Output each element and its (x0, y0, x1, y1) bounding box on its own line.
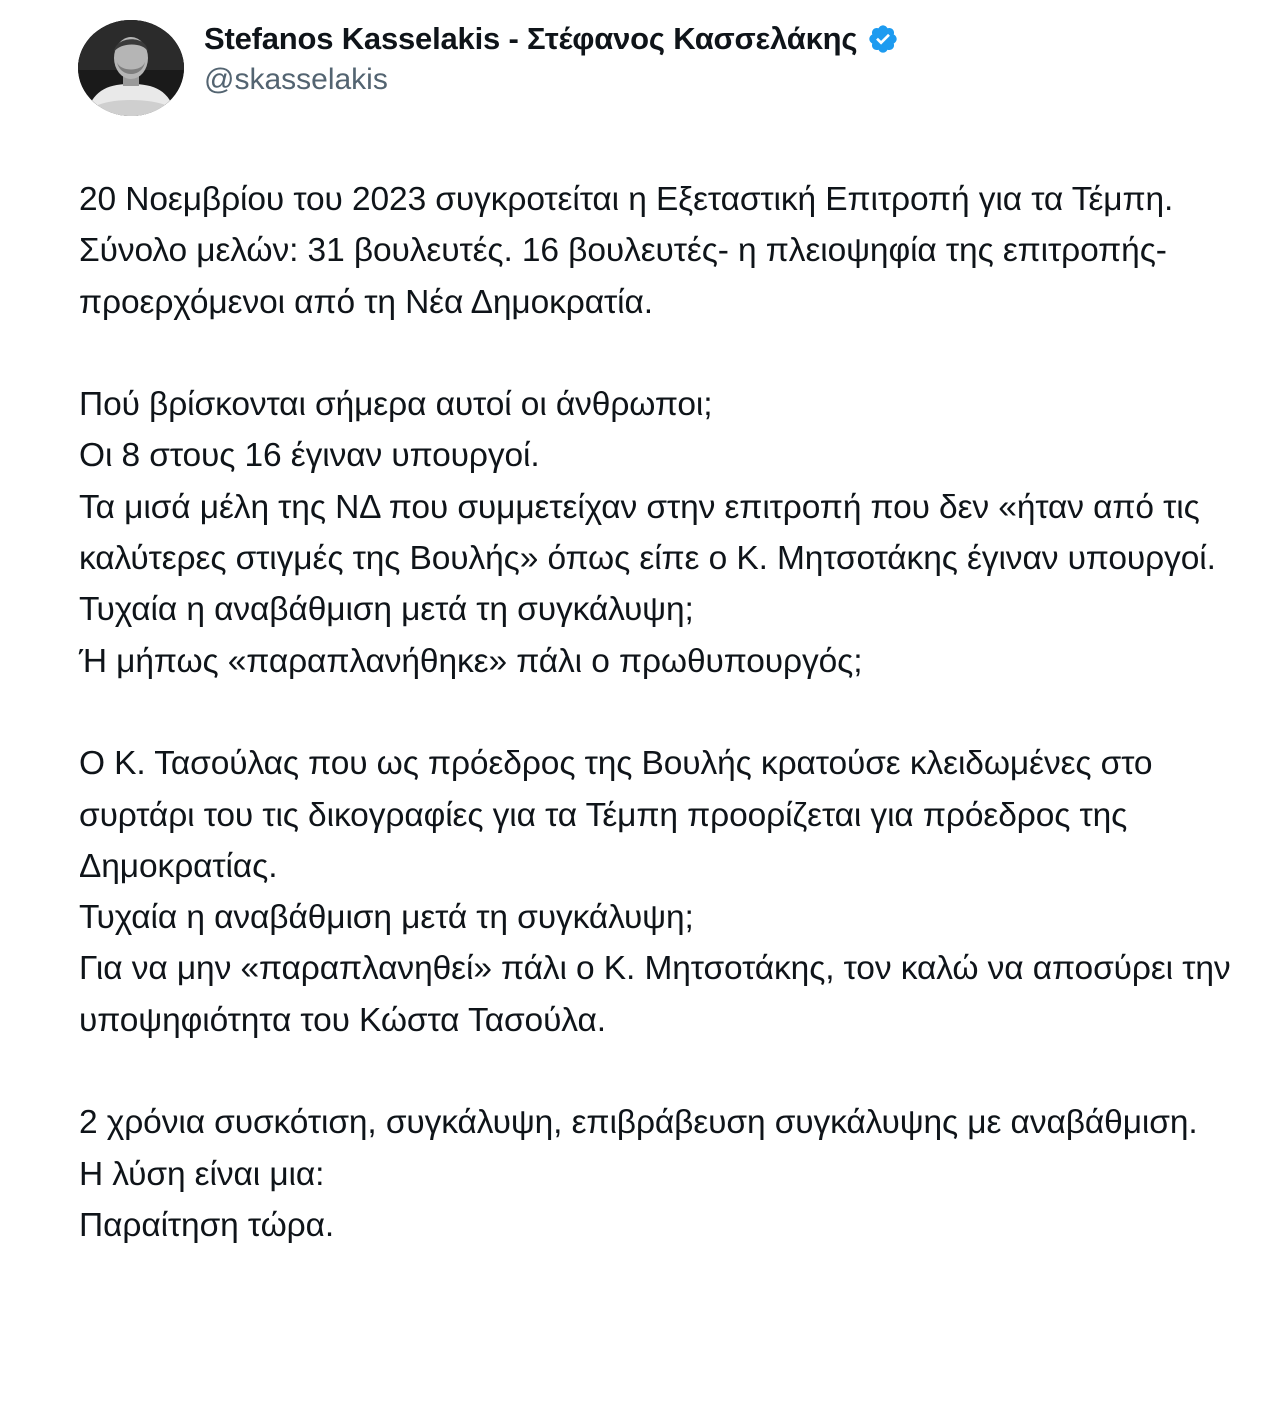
text-line: Τα μισά μέλη της ΝΔ που συμμετείχαν στην επιτροπή που δεν «ήταν από τις καλύτερες στιγμές της Βουλής» όπως είπε ο Κ. Μητσοτάκης έγιναν υπουργοί. (79, 488, 1216, 578)
display-name[interactable]: Stefanos Kasselakis - Στέφανος Κασσελάκης (204, 21, 858, 56)
text-line: Για να μην «παραπλανηθεί» πάλι ο Κ. Μητσοτάκης, τον καλώ να αποσύρει την υποψηφιότητα του Κώστα Τασούλα. (79, 950, 1231, 1039)
tweet-header (78, 18, 899, 118)
name-row (204, 19, 899, 59)
text-line: Πού βρίσκονται σήμερα αυτοί οι άνθρωποι; (79, 386, 713, 424)
text-line: 2 χρόνια συσκότιση, συγκάλυψη, επιβράβευση συγκάλυψης με αναβάθμιση. (79, 1104, 1198, 1142)
text-line: Παραίτηση τώρα. (79, 1206, 335, 1244)
text-line: Οι 8 στους 16 έγιναν υπουργοί. (79, 437, 540, 475)
text-line: Τυχαία η αναβάθμιση μετά τη συγκάλυψη; (79, 899, 694, 937)
paragraph (79, 174, 1259, 328)
paragraph (79, 1097, 1259, 1251)
text-line: Η λύση είναι μια: (79, 1155, 325, 1193)
text-line: Ή μήπως «παραπλανήθηκε» πάλι ο πρωθυπουργός; (79, 642, 863, 680)
author-identity (204, 19, 899, 99)
text-line: 20 Νοεμβρίου του 2023 συγκροτείται η Εξεταστική Επιτροπή για τα Τέμπη. (79, 181, 1174, 218)
verified-badge-icon[interactable] (867, 23, 899, 55)
tweet-text (79, 174, 1259, 1251)
paragraph (79, 379, 1259, 687)
text-line: Ο Κ. Τασούλας που ως πρόεδρος της Βουλής κρατούσε κλειδωμένες στο συρτάρι του τις δικογραφίες για τα Τέμπη προορίζεται για πρόεδρος της Δημοκρατίας. (79, 745, 1153, 885)
paragraph (79, 738, 1259, 1046)
text-line: Σύνολο μελών: 31 βουλευτές. 16 βουλευτές- η πλειοψηφία της επιτροπής- προερχόμενοι από τη Νέα Δημοκρατία. (79, 232, 1167, 321)
text-line: Τυχαία η αναβάθμιση μετά τη συγκάλυψη; (79, 591, 694, 629)
profile-photo-icon (78, 20, 184, 116)
handle[interactable]: @skasselakis (204, 63, 388, 96)
avatar[interactable] (78, 20, 184, 116)
